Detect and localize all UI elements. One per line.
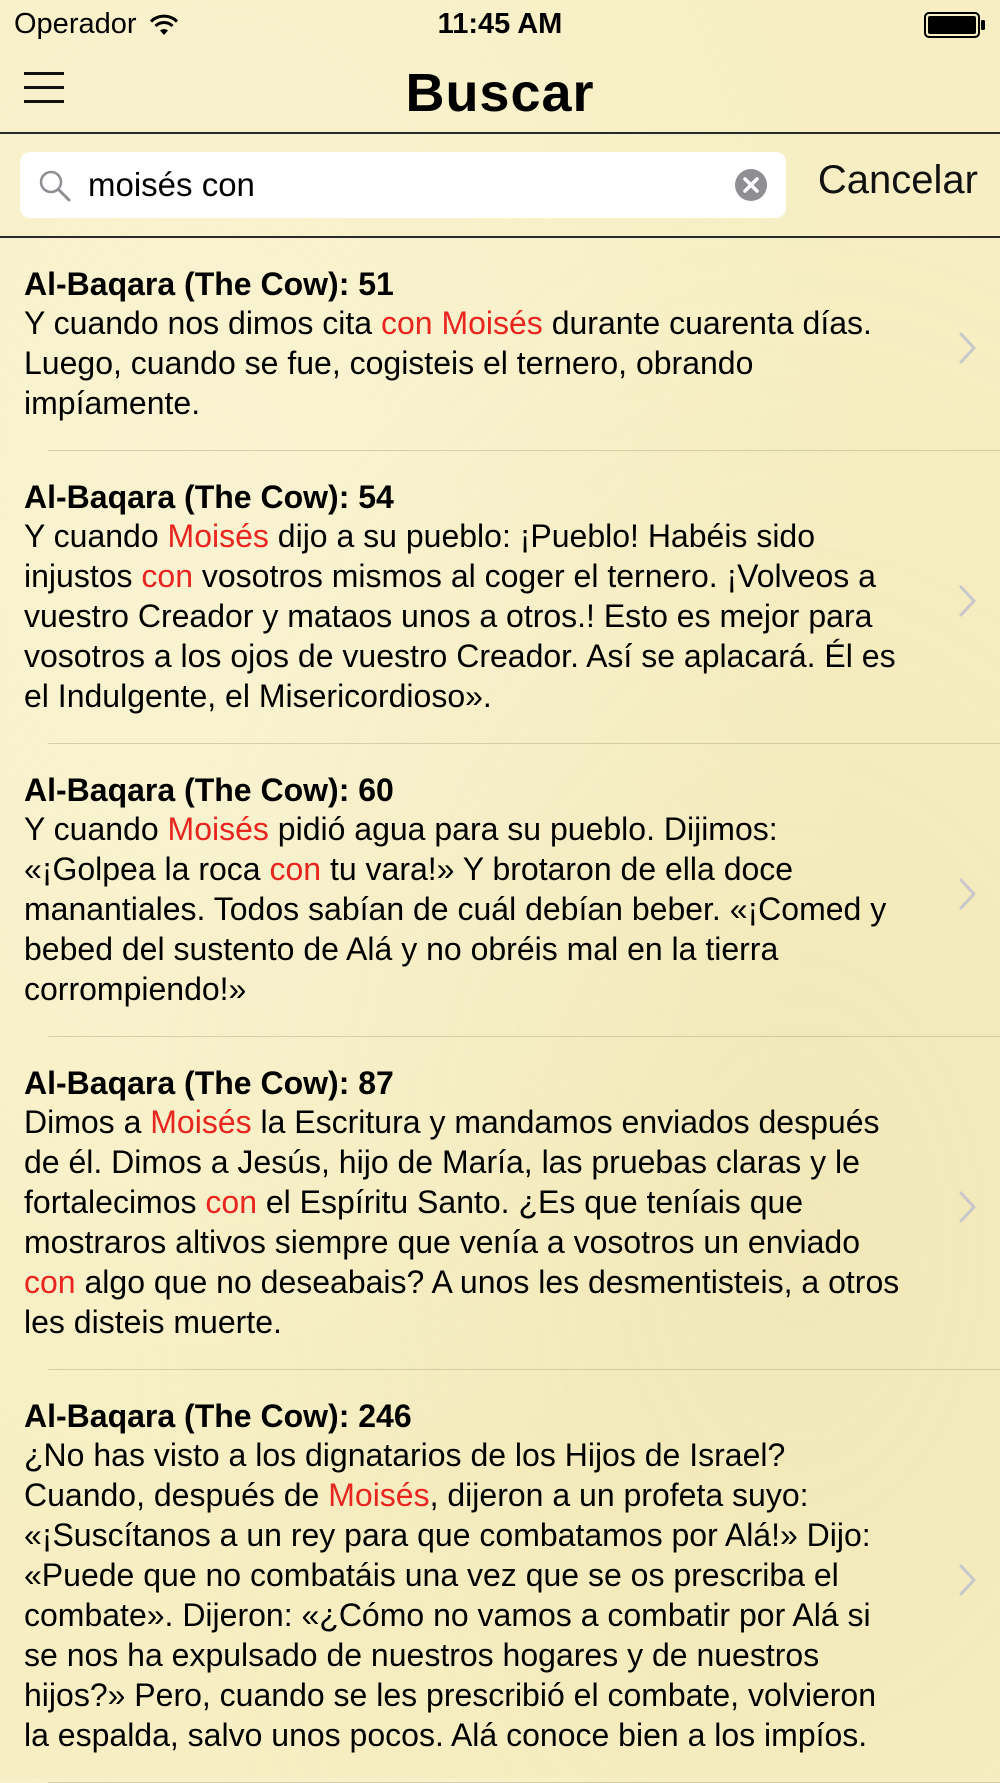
result-text (24, 303, 900, 423)
result-text-segment: ¿No has visto a los dignatarios de los Hijos de Israel? Cuando, después de (24, 1437, 786, 1513)
result-text (24, 809, 900, 1009)
search-match-highlight: con (141, 558, 193, 594)
result-item[interactable] (0, 744, 1000, 1037)
status-bar (0, 0, 1000, 52)
result-text (24, 516, 900, 716)
search-match-highlight: Moisés (167, 518, 269, 554)
battery-icon (924, 12, 986, 38)
search-bar (0, 134, 1000, 238)
result-title: Al-Baqara (The Cow): 54 (24, 479, 394, 515)
search-match-highlight: con (205, 1184, 257, 1220)
result-text-segment: Y cuando (24, 518, 168, 554)
chevron-right-icon (958, 877, 978, 911)
result-text-segment: Y cuando (24, 811, 168, 847)
result-text-segment: el Espíritu Santo. ¿Es que teníais que mostraros altivos siempre que venía a vosotros un enviado (24, 1184, 860, 1260)
result-title: Al-Baqara (The Cow): 87 (24, 1065, 394, 1101)
status-time: 11:45 AM (437, 8, 563, 40)
result-item[interactable] (0, 238, 1000, 451)
result-text-segment: Dimos a (24, 1104, 151, 1140)
result-title: Al-Baqara (The Cow): 246 (24, 1398, 412, 1434)
result-text-segment: vosotros mismos al coger el ternero. ¡Volveos a vuestro Creador y mataos unos a otros.! Esto es mejor para vosotros a los ojos de vuestro Creador. Así se aplacará. Él es el Indulgente, el Misericordioso». (24, 558, 896, 714)
result-text-segment: durante cuarenta días. Luego, cuando se fue, cogisteis el ternero, obrando impíamente. (24, 305, 872, 421)
search-field-container[interactable] (20, 152, 786, 218)
result-title: Al-Baqara (The Cow): 51 (24, 266, 394, 302)
results-list (0, 238, 1000, 1783)
result-title: Al-Baqara (The Cow): 60 (24, 772, 394, 808)
result-text (24, 1435, 900, 1755)
result-text-segment: Y cuando nos dimos cita (24, 305, 381, 341)
result-text-segment: , dijeron a un profeta suyo: «¡Suscítanos a un rey para que combatamos por Alá!» Dijo: «Puede que no combatáis una vez que se os prescriba el combate». Dijeron: «¿Cómo no vamos a combatir por Alá si se nos ha expulsado de nuestros hogares y de nuestros hijos?» Pero, cuando se les prescribió el combate, volvieron la espalda, salvo unos pocos. Alá conoce bien a los impíos. (24, 1477, 877, 1753)
chevron-right-icon (958, 331, 978, 365)
search-match-highlight: con Moisés (380, 305, 543, 341)
clear-search-icon[interactable] (734, 168, 768, 202)
result-item[interactable] (0, 451, 1000, 744)
search-match-highlight: Moisés (167, 811, 269, 847)
result-text (24, 1102, 900, 1342)
chevron-right-icon (958, 584, 978, 618)
search-match-highlight: con (24, 1264, 76, 1300)
result-text-segment: tu vara!» Y brotaron de ella doce manantiales. Todos sabían de cuál debían beber. «¡Comed y bebed del sustento de Alá y no obréis mal en la tierra corrompiendo!» (24, 851, 887, 1007)
carrier-name: Operador (14, 8, 137, 40)
result-text-segment: algo que no deseabais? A unos les desmentisteis, a otros les disteis muerte. (24, 1264, 900, 1340)
chevron-right-icon (958, 1190, 978, 1224)
result-text-segment: pidió agua para su pueblo. Dijimos: «¡Golpea la roca (24, 811, 778, 887)
search-icon (38, 169, 72, 203)
search-match-highlight: con (269, 851, 322, 887)
search-input[interactable] (88, 160, 728, 210)
result-text-segment: dijo a su pueblo: ¡Pueblo! Habéis sido injustos (24, 518, 816, 594)
chevron-right-icon (958, 1563, 978, 1597)
search-match-highlight: Moisés (150, 1104, 252, 1140)
search-match-highlight: Moisés (328, 1477, 430, 1513)
result-text-segment: la Escritura y mandamos enviados después de él. Dimos a Jesús, hijo de María, las pruebas claras y le fortalecimos (24, 1104, 880, 1220)
result-item[interactable] (0, 1370, 1000, 1783)
page-title: Buscar (405, 63, 595, 123)
result-item[interactable] (0, 1037, 1000, 1370)
cancel-button[interactable]: Cancelar (817, 158, 978, 202)
navigation-bar (0, 52, 1000, 134)
